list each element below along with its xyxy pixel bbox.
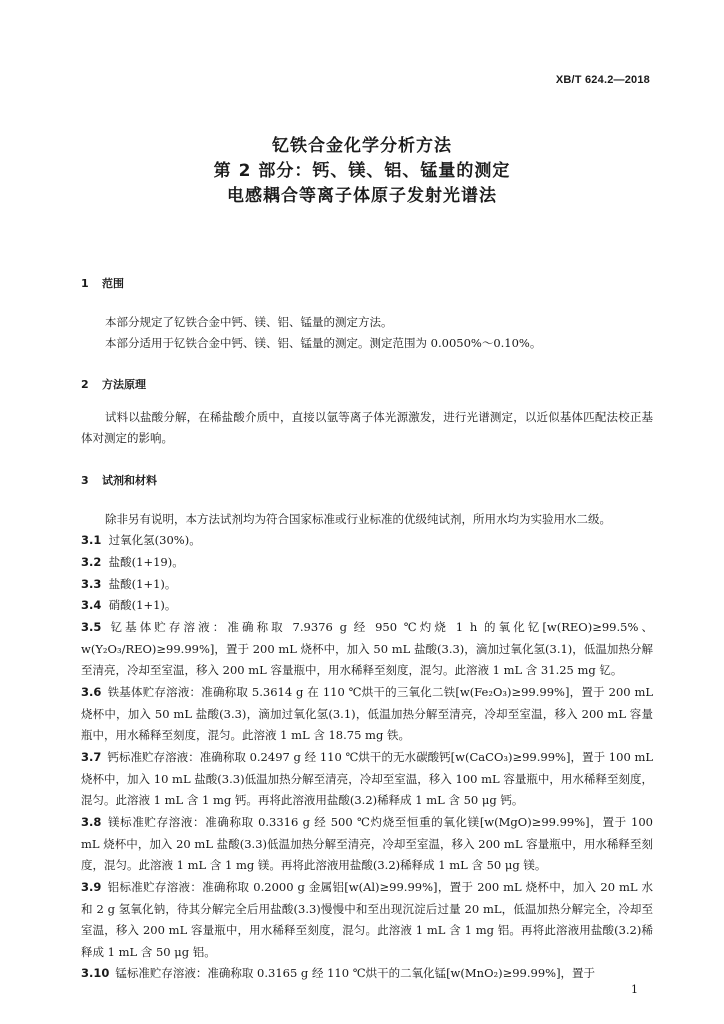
section-title: 方法原理 <box>102 378 146 391</box>
clause-text: 镁标准贮存溶液：准确称取 0.3316 g 经 500 ℃灼烧至恒重的氧化镁[w(MgO)≥99.99%]，置于 100 mL 烧杯中，加入 20 mL 盐酸(3.3)低温加热分解至清亮，冷却至室温，移入 200 mL 容量瓶中，用水稀释至刻度，混匀。此溶液 1 mL 含 1 mg 镁。再将此溶液用盐酸(3.2)稀释成 1 mL 含 50 μg 镁。 <box>81 815 653 872</box>
clause-text: 过氧化氢(30%)。 <box>108 533 201 547</box>
section-title: 试剂和材料 <box>102 474 157 487</box>
clause-text: 盐酸(1+19)。 <box>108 555 184 569</box>
clause-number: 3.2 <box>81 555 102 569</box>
clause-3-5 <box>81 617 653 682</box>
clause-number: 3.5 <box>81 620 102 634</box>
clause-number: 3.9 <box>81 880 102 894</box>
clause-text: 硝酸(1+1)。 <box>108 598 177 612</box>
title-line-2: 第 2 部分：钙、镁、铝、锰量的测定 <box>213 161 511 181</box>
paragraph: 除非另有说明，本方法试剂均为符合国家标准或行业标准的优级纯试剂，所用水均为实验用水二级。 <box>105 512 611 526</box>
section-number: 3 <box>81 474 89 487</box>
clause-text: 铁基体贮存溶液：准确称取 5.3614 g 在 110 ℃烘干的三氧化二铁[w(Fe₂O₃)≥99.99%]，置于 200 mL 烧杯中，加入 50 mL 盐酸(3.3)，滴加过氧化氢(3.1)，低温加热分解至清亮，冷却至室温，移入 200 mL 容量瓶中，用水稀释至刻度，混匀。此溶液 1 mL 含 18.75 mg 铁。 <box>81 685 653 742</box>
clause-text: 钙标准贮存溶液：准确称取 0.2497 g 经 110 ℃烘干的无水碳酸钙[w(CaCO₃)≥99.99%]，置于 100 mL 烧杯中，加入 10 mL 盐酸(3.3)低温加热分解至清亮，冷却至室温，移入 100 mL 容量瓶中，用水稀释至刻度，混匀。此溶液 1 mL 含 1 mg 钙。再将此溶液用盐酸(3.2)稀释成 1 mL 含 50 μg 钙。 <box>81 750 653 807</box>
section-heading-reagents <box>81 472 157 488</box>
clause-3-10 <box>81 963 653 985</box>
section-number: 2 <box>81 378 89 391</box>
document-title <box>0 134 724 209</box>
title-line-3: 电感耦合等离子体原子发射光谱法 <box>227 186 497 206</box>
clause-number: 3.7 <box>81 750 102 764</box>
clause-3-9 <box>81 877 653 963</box>
clause-number: 3.10 <box>81 966 110 980</box>
clause-3-4 <box>81 595 176 616</box>
section-number: 1 <box>81 277 89 290</box>
paragraph: 本部分适用于钇铁合金中钙、镁、铝、锰量的测定。测定范围为 0.0050%～0.10%。 <box>105 336 542 350</box>
clause-text: 盐酸(1+1)。 <box>108 577 177 591</box>
clause-text: 铝标准贮存溶液：准确称取 0.2000 g 金属铝[w(Al)≥99.99%]，置于 200 mL 烧杯中，加入 20 mL 水和 2 g 氢氧化钠，待其分解完全后用盐酸(3.3)慢慢中和至出现沉淀后过量 20 mL，低温加热分解完全，冷却至室温，移入 200 mL 容量瓶中，用水稀释至刻度，混匀。此溶液 1 mL 含 1 mg 铝。再将此溶液用盐酸(3.2)稀释成 1 mL 含 50 μg 铝。 <box>81 880 653 959</box>
clause-number: 3.8 <box>81 815 102 829</box>
clause-3-2 <box>81 552 184 573</box>
clause-number: 3.3 <box>81 577 102 591</box>
standard-code: XB/T 624.2—2018 <box>555 74 650 86</box>
paragraph: 试料以盐酸分解，在稀盐酸介质中，直接以氩等离子体光源激发，进行光谱测定，以近似基体匹配法校正基体对测定的影响。 <box>81 410 653 445</box>
clause-3-7 <box>81 747 653 812</box>
clause-text: 钇基体贮存溶液：准确称取 7.9376 g 经 950 ℃灼烧 1 h 的氧化钇[w(REO)≥99.5%、w(Y₂O₃/REO)≥99.99%]，置于 200 mL 烧杯中，加入 50 mL 盐酸(3.3)，滴加过氧化氢(3.1)，低温加热分解至清亮，冷却至室温，移入 200 mL 容量瓶中，用水稀释至刻度，混匀。此溶液 1 mL 含 31.25 mg 钇。 <box>81 620 653 677</box>
section-heading-scope <box>81 275 124 291</box>
paragraph: 本部分规定了钇铁合金中钙、镁、铝、锰量的测定方法。 <box>105 315 393 329</box>
section-title: 范围 <box>102 277 124 290</box>
clause-number: 3.1 <box>81 533 102 547</box>
page-number: 1 <box>631 983 638 996</box>
clause-text: 锰标准贮存溶液：准确称取 0.3165 g 经 110 ℃烘干的二氧化锰[w(MnO₂)≥99.99%]，置于 <box>115 966 596 980</box>
clause-number: 3.4 <box>81 598 102 612</box>
clause-3-8 <box>81 812 653 877</box>
clause-3-6 <box>81 682 653 747</box>
clause-3-3 <box>81 574 176 595</box>
clause-3-1 <box>81 530 201 551</box>
section-heading-principle <box>81 376 146 392</box>
clause-number: 3.6 <box>81 685 102 699</box>
title-line-1: 钇铁合金化学分析方法 <box>272 136 452 156</box>
